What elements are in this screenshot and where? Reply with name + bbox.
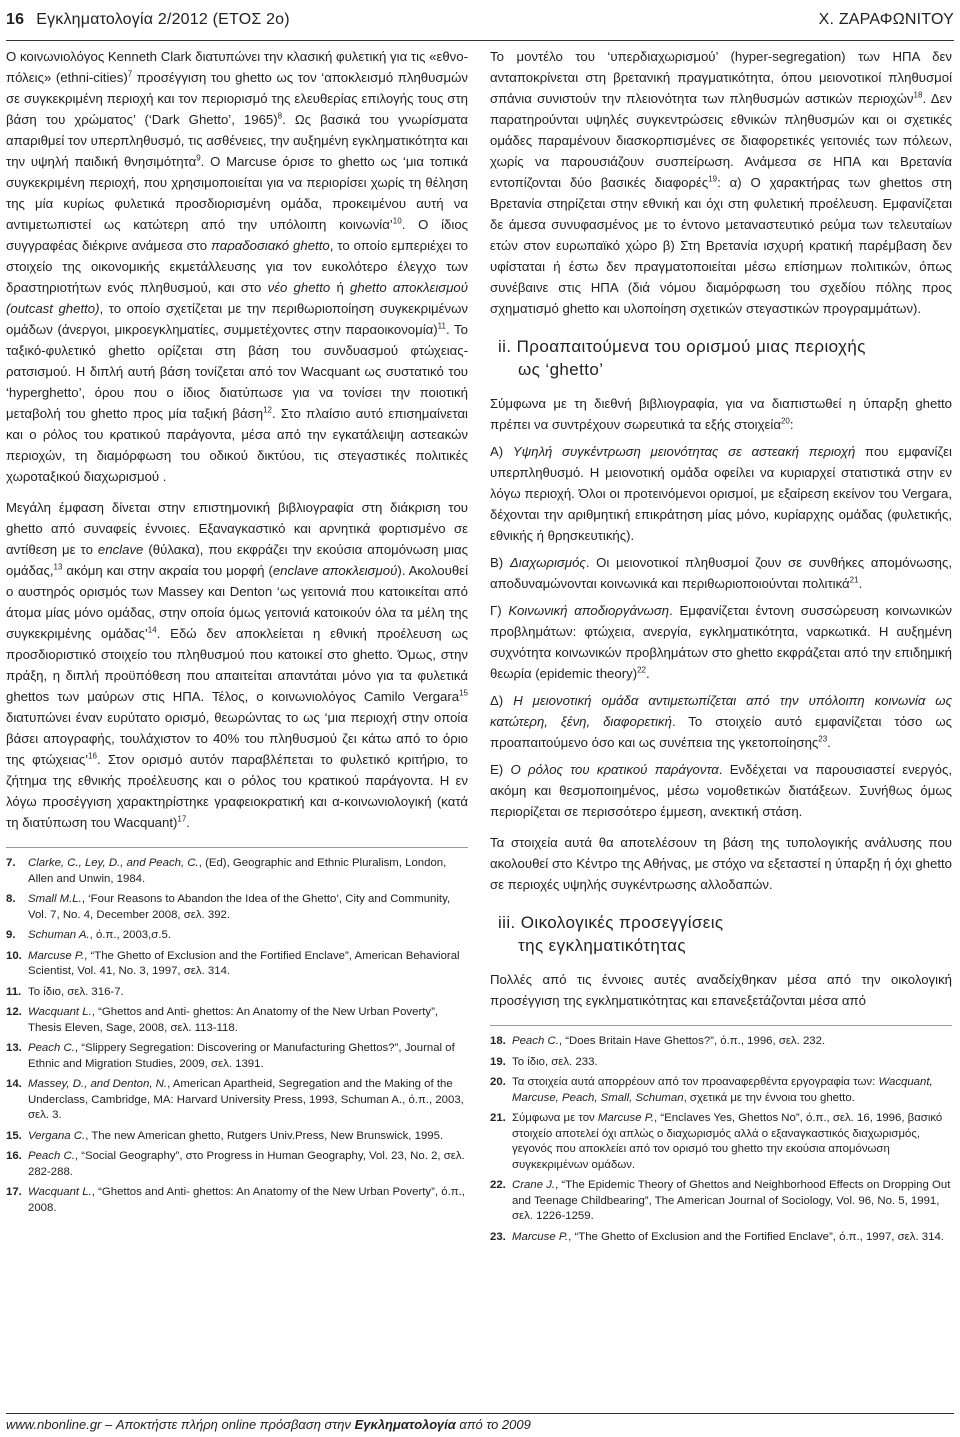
- page-header: [6, 0, 954, 41]
- footnote: 10. Marcuse P., “The Ghetto of Exclusion and the Fortified Enclave”, American Behavioral Scientist, Vol. 41, No. 3, 1997, σελ. 314.: [6, 949, 460, 977]
- footnote: 9. Schuman A., ό.π., 2003,σ.5.: [6, 929, 172, 941]
- footnote: 14. Massey, D., and Denton, N., American Apartheid, Segregation and the Making of the Underclass, Cambridge, MA: Harvard University Press, 1993, Schuman A., ό.π., 2003, σελ. 3.: [6, 1078, 464, 1121]
- footnote-divider: [490, 1025, 952, 1026]
- journal-title: Εγκληματολογία 2/2012 (ΕΤΟΣ 2ο): [36, 11, 290, 28]
- website-link[interactable]: www.nbonline.gr: [6, 1417, 102, 1432]
- page-number: 16: [6, 11, 25, 28]
- paragraph: Σύμφωνα με τη διεθνή βιβλιογραφία, για να διαπιστωθεί η ύπαρξη ghetto πρέπει να συντρέχουν σωρευτικά τα εξής στοιχεία$^{20}$:: [490, 396, 952, 432]
- footnote: 18. Peach C., “Does Britain Have Ghettos?”, ό.π., 1996, σελ. 232.: [490, 1035, 826, 1047]
- footnotes: [6, 856, 468, 1216]
- criterion-e: Ε) Ο ρόλος του κρατικού παράγοντα. Ενδέχεται να παρουσιαστεί ενεργός, ακόμη και θεσμοποιημένος, μέσω νομοθετικών διατάξεων. Συνήθως όμως περιορίζεται σε περισσότερο έμμεση, ανεκτική στάση.: [490, 762, 953, 819]
- footnote: 16. Peach C., “Social Geography”, στο Progress in Human Geography, Vol. 23, No. 2, σελ. 282-288.: [6, 1150, 465, 1178]
- paragraph: Τα στοιχεία αυτά θα αποτελέσουν τη βάση της τυπολογικής ανάλυσης που ακολουθεί στο Κέντρο της Αθήνας, με στόχο να εξεταστεί η ύπαρξη ή όχι ghetto σε περιοχές υψηλής συγκέντρωσης αλλοδαπών.: [490, 835, 952, 892]
- footnote: 17. Wacquant L., “Ghettos and Anti- ghettos: An Anatomy of the New Urban Poverty”, ό.π., 2008.: [6, 1186, 465, 1214]
- footnote: 11. Το ίδιο, σελ. 316-7.: [6, 985, 124, 998]
- criterion-a: Α) Υψηλή συγκέντρωση μειονότητας σε αστεακή περιοχή που εμφανίζει υπερπληθυσμό. Η μειονοτική ομάδα οφείλει να κυριαρχεί στατιστικά στην εν λόγω περιοχή. Όλοι οι προτεινόμενοι ορισμοί, με εξαίρεση εκείνον του Vergara, δέχονται την αριθμητική επικράτηση μίας μόνο, κυρίαρχης ομάδας (φυλετικής, εθνικής ή θρησκευτικής).: [490, 444, 952, 543]
- page-footer: www.nbonline.gr – Αποκτήστε πλήρη online πρόσβαση στην Εγκληματολογία από το 2009: [6, 1413, 954, 1436]
- footnote: 15. Vergana C., The new American ghetto, Rutgers Univ.Press, New Brunswick, 1995.: [6, 1129, 444, 1142]
- footnote-divider: [6, 847, 468, 848]
- right-column: [490, 46, 952, 1250]
- footnote: 20. Τα στοιχεία αυτά απορρέουν από τον προαναφερθέντα εργογραφία των: Wacquant, Marcuse, Peach, Small, Schuman, σχετικά με την έννοια του ghetto.: [490, 1076, 933, 1104]
- footnote: 23. Marcuse P., “The Ghetto of Exclusion and the Fortified Enclave”, ό.π., 1997, σελ. 314.: [490, 1230, 944, 1243]
- criterion-c: Γ) Κοινωνική αποδιοργάνωση. Εμφανίζεται έντονη συσσώρευση κοινωνικών προβλημάτων: φτώχεια, ανεργία, εγκληματικότητα, ναρκωτικά. Η αυξημένη συχνότητα κοινωνικών προβλημάτων στο ghetto εκφράζεται από την επιδημική θεωρία (epidemic theory)$^{22}$.: [490, 603, 952, 681]
- footnote: 19. Το ίδιο, σελ. 233.: [490, 1055, 598, 1068]
- running-title: [6, 11, 290, 29]
- paragraph: Μεγάλη έμφαση δίνεται στην επιστημονική βιβλιογραφία στη διάκριση του ghetto από συναφείς έννοιες. Εξαναγκαστικό και αρνητικά φορτισμένο σε αντίθεση με το enclave (θύλακα), που εκφράζει την εκούσια απομόνωση μιας ομάδας,$^{13}$ ακόμη και στην ακραία του μορφή (enclave αποκλεισμού). Ακολουθεί ο αυστηρός ορισμός των Massey και Denton ‘ως γειτονιά που κατοικείται από άτομα μίας μόνο ομάδας, στην οποία όμως γειτονιά κατοικούν όλα τα μέλη της συγκεκριμένης ομάδας’$^{14}$. Εδώ δεν αποκλείεται η εθνική προέλευση ως προσδιοριστικό στοιχείο του πληθυσμού που κατοικεί στο ghetto. Όμως, στην πράξη, η διπλή προϋπόθεση που απαιτείται απαντάται μόνο για τα φυλετικά ghettos των μαύρων στις ΗΠΑ. Τέλος, ο κοινωνιολόγος Camilo Vergara$^{15}$ διατυπώνει έναν ευρύτατο ορισμό, θεωρώντας το ως ‘μια περιοχή στην οποία βάσει απογραφής, τουλάχιστον το 40% του πληθυσμού ζει κάτω από το όριο της φτώχειας’$^{16}$. Στον ορισμό αυτόν παραβλέπεται το φυλετικό κριτήριο, το ζήτημα της εθνικής προέλευσης και ο ρόλος του κρατικού παράγοντα. Η εν λόγω προσέγγιση χαρακτηρίστηκε γραφειοκρατική και α-κοινωνιολογική (κατά τη διατύπωση του Wacquant)$^{17}$.: [6, 500, 468, 830]
- criterion-b: Β) Διαχωρισμός. Οι μειονοτικοί πληθυσμοί ζουν σε συνθήκες απομόνωσης, αποδυναμώνονται κοινωνικά και περιθωριοποιούνται πολιτικά$^{21}$.: [490, 555, 953, 591]
- footnote: 8. Small M.L., ‘Four Reasons to Abandon the Idea of the Ghetto’, City and Community, Vol. 7, No. 4, December 2008, σελ. 392.: [6, 893, 451, 921]
- paragraph: Ο κοινωνιολόγος Kenneth Clark διατυπώνει την κλασική φυλετική για τις «εθνο-πόλεις» (ethni-cities)$^7$ προσέγγιση του ghetto ως τον ‘αποκλεισμό πληθυσμών σε συγκεκριμένη περιοχή και τον περιορισμό της ελευθερίας επιλογής τους στη βάση του χρώματος’ (‘Dark Ghetto’, 1965)$^8$. Ως βασικά του γνωρίσματα απαριθμεί τον υπερπληθυσμό, τις ασθένειες, την αυξημένη εγκληματικότητα και την υψηλή παιδική θνησιμότητα$^9$. Ο Marcuse όρισε το ghetto ως ‘μια τοπικά συγκεκριμένη περιοχή, που χρησιμοποιείται για να περιορίσει χωρίς τη θέληση της μία κυρίως φυλετικά προσδιορισμένη ομάδα, προκειμένου αυτή να αντιμετωπιστεί ως κατώτερη από την υπόλοιπη κοινωνία’$^{10}$. Ο ίδιος συγγραφέας διέκρινε ανάμεσα στο παραδοσιακό ghetto, το οποίο εμπεριέχει το στοιχείο της οικονομικής εκμετάλλευσης για τον ευκολότερο έλεγχο των δραστηριοτήτων ενός πληθυσμού, και στο νέο ghetto ή ghetto αποκλεισμού (outcast ghetto), το οποίο σχετίζεται με την περιθωριοποίηση συγκεκριμένων ομάδων (άνεργοι, μικροεγκληματίες, συμμετέχοντες στην παραοικονομία)$^{11}$. Το ταξικό-φυλετικό ghetto ορίζεται στη βάση του συνδυασμού φτώχειας-ρατσισμού. Η διπλή αυτή βάση τονίζεται από τον Wacquant ως συστατικό του ‘hyperghetto’, όρου που ο ίδιος διατύπωσε για να τονίσει την ποιοτική μεταβολή του ghetto προς μία ταξική βάση$^{12}$. Στο πλαίσιο αυτό επισημαίνεται και ο ρόλος του κρατικού παράγοντα, μέσα από την εγκατάλειψη αστεακών περιοχών, τη διαμόρφωση του οδικού δικτύου, τις στεγαστικές πολιτικές χωροταξικού διαχωρισμού .: [6, 49, 469, 484]
- section-heading: ii. Προαπαιτούμενα του ορισμού μιας περιοχής ως ‘ghetto’: [498, 337, 866, 379]
- section-heading: iii. Οικολογικές προσεγγίσεις της εγκληματικότητας: [498, 913, 724, 955]
- footnote: 22. Crane J., “The Epidemic Theory of Ghettos and Neighborhood Effects on Dropping Out and Teenage Childbearing”, The American Journal of Sociology, Vol. 96, No. 5, 1991, σελ. 1226-1259.: [490, 1179, 951, 1222]
- footnote: 12. Wacquant L., “Ghettos and Anti- ghettos: An Anatomy of the New Urban Poverty”, Thesis Eleven, Sage, 2008, σελ. 113-118.: [6, 1006, 439, 1034]
- footnote: 7. Clarke, C., Ley, D., and Peach, C., (Ed), Geographic and Ethnic Pluralism, London, Allen and Unwin, 1984.: [6, 857, 447, 885]
- footnote: 13. Peach C., “Slippery Segregation: Discovering or Manufacturing Ghettos?”, Journal of Ethnic and Migration Studies, 2009, σελ. 1391.: [6, 1042, 455, 1070]
- left-column: [6, 46, 468, 1221]
- criterion-d: Δ) Η μειονοτική ομάδα αντιμετωπίζεται από την υπόλοιπη κοινωνία ως κατώτερη, ξένη, διαφορετική. Το στοιχείο αυτό εμφανίζεται τόσο ως προαπαιτούμενο όσο και ως συνέπεια της γκετοποίησης$^{23}$.: [490, 693, 952, 750]
- footnote: 21. Σύμφωνα με τον Marcuse P., “Enclaves Yes, Ghettos No”, ό.π., σελ. 16, 1996, βασικό στοιχείο αποτελεί όχι απλώς ο διαχωρισμός αλλά ο εξαναγκαστικός διαχωρισμός, γεγονός που αποκλείει από τον ορισμό του ghetto την εκούσια απομόνωση συγκεκριμένων ομάδων.: [490, 1112, 943, 1171]
- author-name: Χ. ΖΑΡΑΦΩΝΙΤΟΥ: [818, 11, 954, 28]
- footnotes: [490, 1034, 952, 1245]
- paragraph: Το μοντέλο του ‘υπερδιαχωρισμού’ (hyper-segregation) των ΗΠΑ δεν ανταποκρίνεται στη βρετανική πραγματικότητα, όπου μειονοτικοί πληθυσμοί σπάνια συνιστούν την πλειονότητα των πληθυσμών αστικών περιοχών$^{18}$. Δεν παρατηρούνται υψηλές συγκεντρώσεις εθνικών πληθυσμών και οι σχετικές ομάδες παραμένουν διασκορπισμένες σε διαφορετικές γειτονιές των πόλεων, χωρίς να παρουσιάζουν συσπείρωση. Ανάμεσα σε ΗΠΑ και Βρετανία εντοπίζονται δύο βασικές διαφορές$^{19}$: α) Ο χαρακτήρας των ghettos στη Βρετανία στηρίζεται στην εθνική και όχι στη φυλετική προέλευση. Εμφανίζεται δε άμεσα συνυφασμένος με το έντονο μεταναστευτικό ρεύμα των τελευταίων ετών στον ευρωπαϊκό χώρο β) Στη Βρετανία ισχυρή κρατική παρέμβαση δεν υφίσταται ή έστω δεν πραγματοποιείται μέσω επίσημων πολιτικών, όπως συνέβαινε στις ΗΠΑ (διά νόμου διαμόρφωση του σχεδίου πόλης προς σχηματισμό ghetto και υλοποίηση σχετικών στεγαστικών προγραμμάτων).: [490, 49, 953, 316]
- paragraph: Πολλές από τις έννοιες αυτές αναδείχθηκαν μέσα από την οικολογική προσέγγιση της εγκληματικότητας και επανεξετάζονται μέσα από: [490, 972, 952, 1008]
